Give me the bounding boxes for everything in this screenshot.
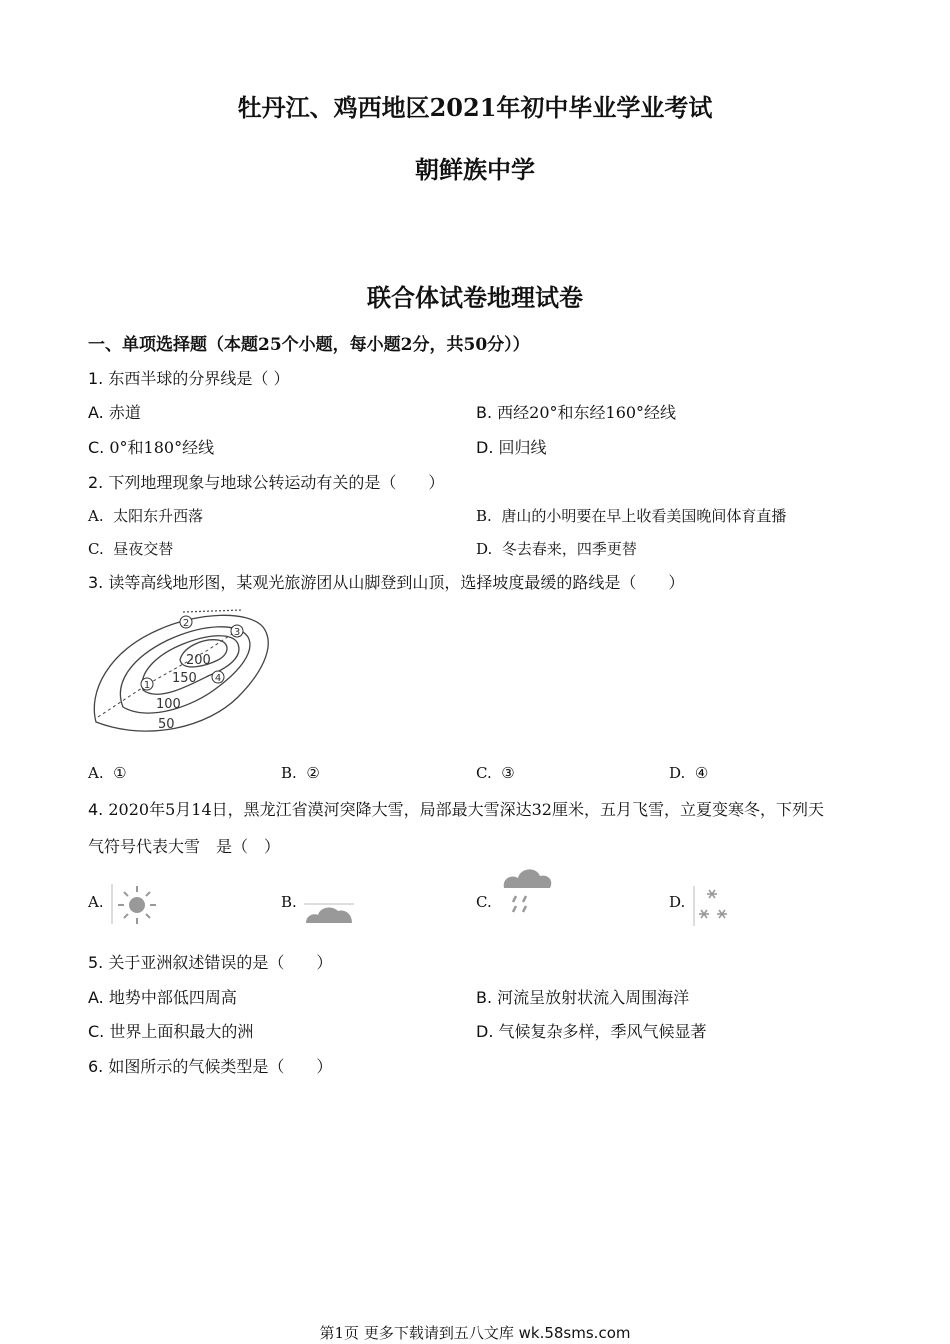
footer-link[interactable]: wk.58sms.com <box>518 1324 631 1342</box>
question-6 <box>88 1054 332 1077</box>
option-label: D. <box>669 764 686 782</box>
option-label-d: D. <box>669 893 686 911</box>
option-text: 唐山的小明要在早上收看美国晚间体育直播 <box>501 507 787 525</box>
question-3 <box>88 570 684 593</box>
option-text: 昼夜交替 <box>113 540 174 558</box>
question-stem: 读等高线地形图，某观光旅游团从山脚登到山顶，选择坡度最缓的路线是（ ） <box>108 573 685 592</box>
heavy-snow-icon <box>692 884 734 928</box>
option-text: ① <box>113 764 127 782</box>
contour-label-150: 150 <box>172 671 197 686</box>
option-label: A. <box>88 988 104 1007</box>
option-b <box>476 400 676 423</box>
option-label: B. <box>476 403 493 422</box>
sunny-icon <box>110 882 162 926</box>
option-text: ③ <box>501 764 515 782</box>
option-c <box>476 764 515 782</box>
option-text: 地势中部低四周高 <box>108 988 237 1007</box>
svg-text:3: 3 <box>233 627 241 638</box>
cliff-hatch <box>183 610 243 612</box>
section-heading: 一、单项选择题（本题25个小题，每小题2分，共50分）） <box>88 335 530 355</box>
contour-map <box>88 602 288 742</box>
option-label-c: C. <box>476 893 492 911</box>
contour-label-50: 50 <box>158 717 175 732</box>
exam-title: 牡丹江、鸡西地区2021年初中毕业学业考试 <box>237 93 713 122</box>
option-c <box>88 538 173 559</box>
option-label: B. <box>476 507 492 525</box>
option-label-a: A. <box>88 893 104 911</box>
question-stem: 如图所示的气候类型是（ ） <box>108 1057 333 1076</box>
option-a <box>88 985 237 1008</box>
page-footer <box>0 1322 950 1343</box>
option-text: 赤道 <box>108 403 141 422</box>
route-mark-3 <box>231 625 243 638</box>
option-b <box>476 985 689 1008</box>
option-label: D. <box>476 438 494 457</box>
option-text: ② <box>306 764 320 782</box>
question-stem: 关于亚洲叙述错误的是（ ） <box>108 953 333 972</box>
question-stem: 下列地理现象与地球公转运动有关的是（ ） <box>108 473 445 492</box>
option-text: 气候复杂多样，季风气候显著 <box>498 1022 707 1041</box>
svg-text:1: 1 <box>143 680 151 691</box>
question-number: 4. <box>88 800 104 819</box>
contour-label-100: 100 <box>156 697 181 712</box>
option-d <box>476 538 637 559</box>
option-d <box>476 435 547 458</box>
option-b <box>281 764 320 782</box>
option-label: A. <box>88 403 104 422</box>
option-label: C. <box>476 764 492 782</box>
cloudy-icon <box>302 895 356 929</box>
option-text: 冬去春来，四季更替 <box>501 540 637 558</box>
option-c <box>88 435 214 458</box>
option-label: C. <box>88 540 104 558</box>
question-4 <box>88 797 824 820</box>
option-text: 河流呈放射状流入周围海洋 <box>497 988 690 1007</box>
option-d <box>669 764 708 782</box>
question-stem-line1: 2020年5月14日，黑龙江省漠河突降大雪，局部最大雪深达32厘米，五月飞雪，立夏变寒冬，下列天 <box>108 800 824 819</box>
option-label-b: B. <box>281 893 297 911</box>
paper-subtitle: 联合体试卷地理试卷 <box>367 283 583 312</box>
question-number: 6. <box>88 1057 104 1076</box>
question-number: 1. <box>88 369 104 388</box>
question-5 <box>88 950 332 973</box>
option-label: D. <box>476 1022 494 1041</box>
option-b <box>476 505 786 526</box>
option-label: B. <box>476 988 493 1007</box>
option-d <box>476 1019 707 1042</box>
route-mark-4 <box>212 671 224 684</box>
option-a <box>88 764 127 782</box>
option-text: ④ <box>694 764 709 782</box>
question-2 <box>88 470 444 493</box>
option-label: D. <box>476 540 493 558</box>
question-stem: 东西半球的分界线是（ ） <box>108 369 290 388</box>
option-text: 太阳东升西落 <box>113 507 204 525</box>
question-number: 5. <box>88 953 104 972</box>
route-mark-2 <box>180 616 192 629</box>
option-a <box>88 505 203 526</box>
option-label: A. <box>88 507 104 525</box>
option-text: 0°和180°经线 <box>109 438 215 457</box>
option-a <box>88 400 141 423</box>
school-name: 朝鲜族中学 <box>415 155 535 184</box>
question-number: 3. <box>88 573 104 592</box>
option-text: 西经20°和东经160°经线 <box>497 403 677 422</box>
question-stem-line2: 气符号代表大雪 是（ ） <box>88 837 281 856</box>
question-1 <box>88 366 289 389</box>
option-label: A. <box>88 764 104 782</box>
rain-icon <box>500 864 556 918</box>
option-c <box>88 1019 253 1042</box>
option-label: C. <box>88 438 105 457</box>
option-text: 回归线 <box>498 438 547 457</box>
svg-text:4: 4 <box>214 673 222 684</box>
option-label: C. <box>88 1022 105 1041</box>
question-number: 2. <box>88 473 104 492</box>
option-label: B. <box>281 764 297 782</box>
contour-label-200: 200 <box>186 653 211 668</box>
option-text: 世界上面积最大的洲 <box>109 1022 254 1041</box>
svg-text:2: 2 <box>182 618 190 629</box>
footer-text: 第1页 更多下载请到五八文库 <box>319 1324 514 1342</box>
